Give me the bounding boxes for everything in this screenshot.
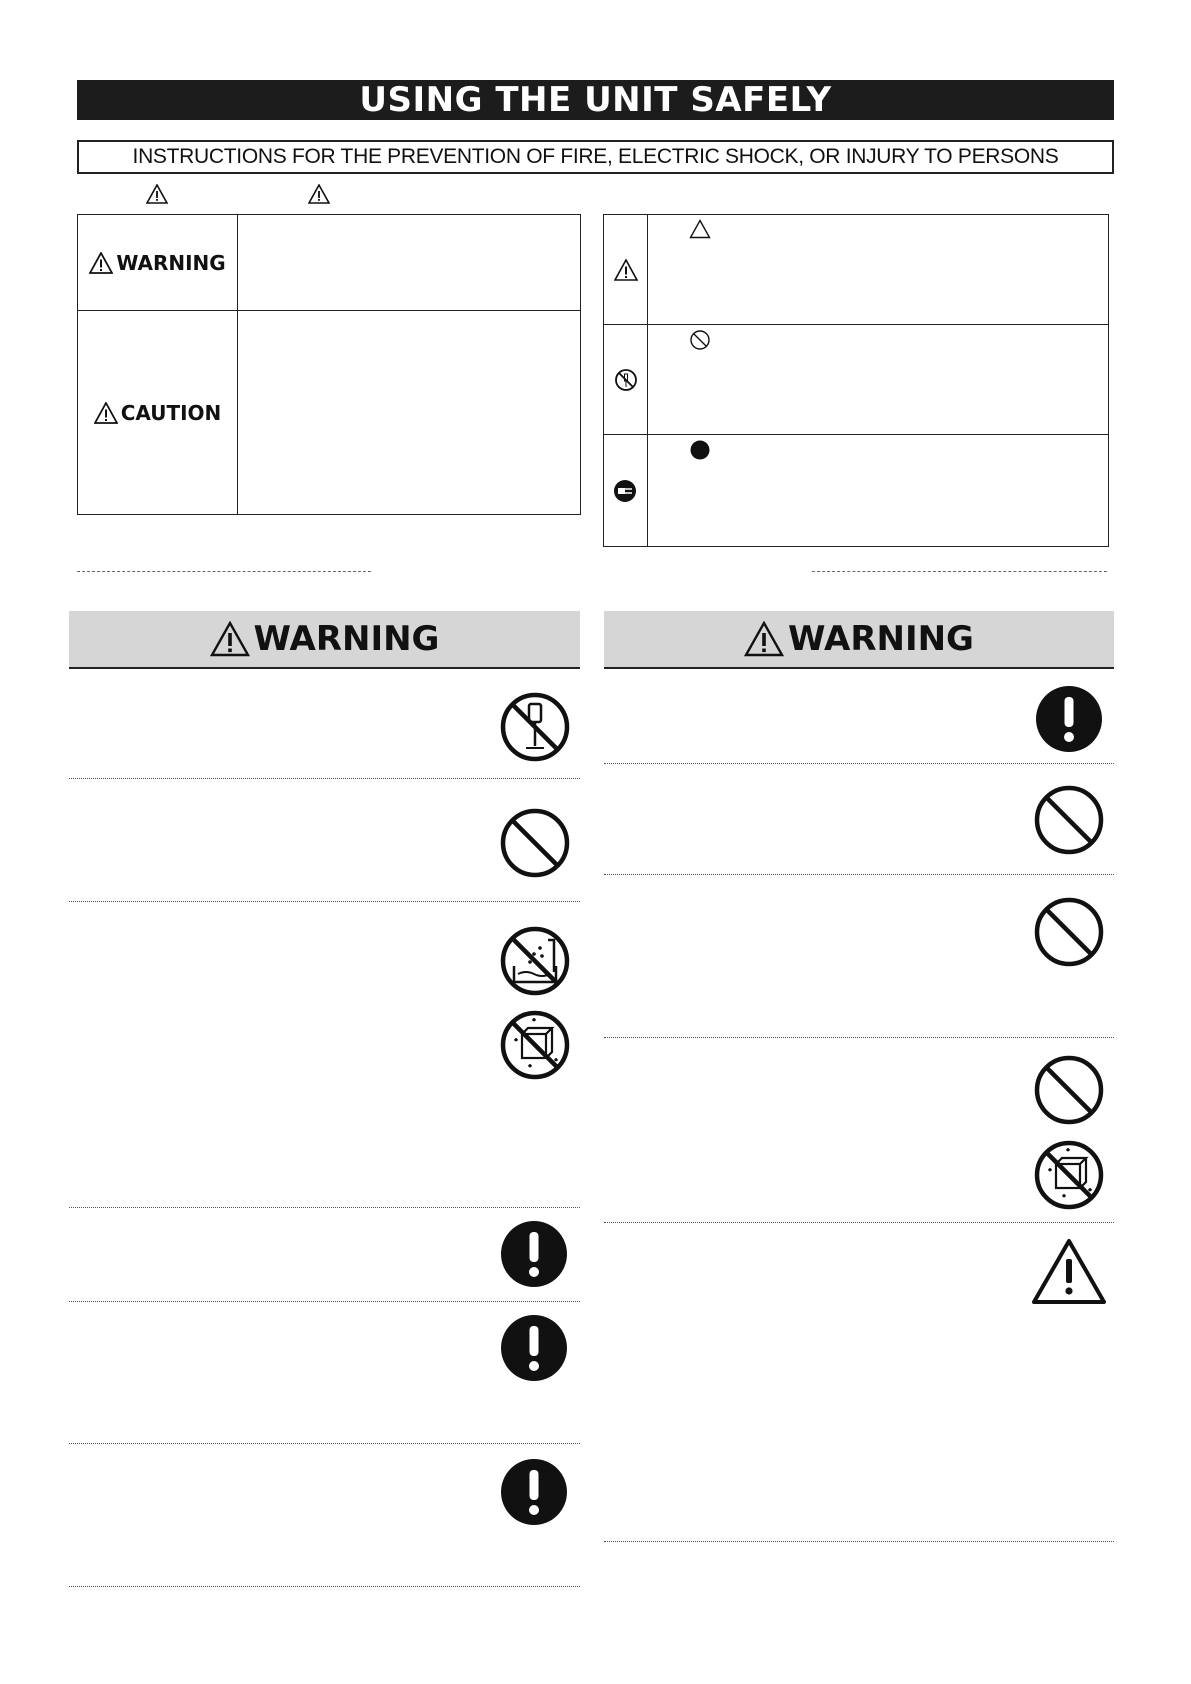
symbol-legend (603, 214, 1109, 547)
legend-row-prohibited (604, 325, 1108, 435)
warning-triangle-icon (744, 621, 784, 657)
warning-signal-word: WARNING (116, 250, 226, 275)
mandatory-action-icon (500, 1220, 568, 1288)
mandatory-action-icon (500, 1314, 568, 1382)
left-warning-header (69, 611, 580, 669)
item-separator (604, 874, 1114, 875)
right-warning-title: WARNING (788, 619, 974, 659)
caution-triangle-icon (308, 184, 330, 204)
prohibited-icon (1034, 897, 1104, 967)
legend-row-mandatory (604, 435, 1108, 546)
prohibited-icon (1034, 785, 1104, 855)
item-separator (69, 901, 580, 902)
legend-row-warning (78, 215, 580, 311)
legend-row-triangle (604, 215, 1108, 325)
triangle-outline-icon (689, 219, 711, 239)
legend-row-caution (78, 311, 580, 514)
caution-signal-word: CAUTION (120, 400, 222, 425)
dashed-divider (812, 571, 1107, 572)
warning-triangle-icon (89, 252, 113, 274)
prohibited-icon (500, 808, 570, 878)
prohibited-outline-icon (689, 329, 711, 351)
no-water-near-icon (500, 926, 570, 996)
mandatory-action-icon (500, 1458, 568, 1526)
caution-triangle-icon (1031, 1237, 1107, 1305)
caution-triangle-icon (94, 402, 118, 424)
unplug-icon (613, 479, 639, 503)
item-separator (604, 763, 1114, 764)
prohibited-icon (1034, 1055, 1104, 1125)
no-disassemble-icon (614, 368, 638, 392)
caution-triangle-icon (146, 184, 168, 204)
item-separator (604, 1541, 1114, 1542)
left-warning-title: WARNING (253, 619, 440, 659)
mandatory-action-icon (1035, 685, 1103, 753)
item-separator (604, 1037, 1114, 1038)
warning-triangle-icon (210, 621, 250, 657)
caution-triangle-icon (614, 259, 638, 281)
no-wet-icon (1034, 1140, 1104, 1210)
right-warning-header (604, 611, 1114, 669)
item-separator (69, 778, 580, 779)
item-separator (69, 1207, 580, 1208)
page-subtitle: INSTRUCTIONS FOR THE PREVENTION OF FIRE, ELECTRIC SHOCK, OR INJURY TO PERSONS (77, 140, 1114, 174)
no-wet-icon (500, 1010, 570, 1080)
item-separator (69, 1301, 580, 1302)
page-title: USING THE UNIT SAFELY (77, 80, 1114, 120)
item-separator (69, 1586, 580, 1587)
item-separator (604, 1222, 1114, 1223)
filled-circle-icon (689, 439, 711, 461)
no-disassemble-icon (500, 692, 570, 762)
signal-word-legend (77, 214, 581, 515)
dashed-divider (77, 571, 371, 572)
item-separator (69, 1443, 580, 1444)
